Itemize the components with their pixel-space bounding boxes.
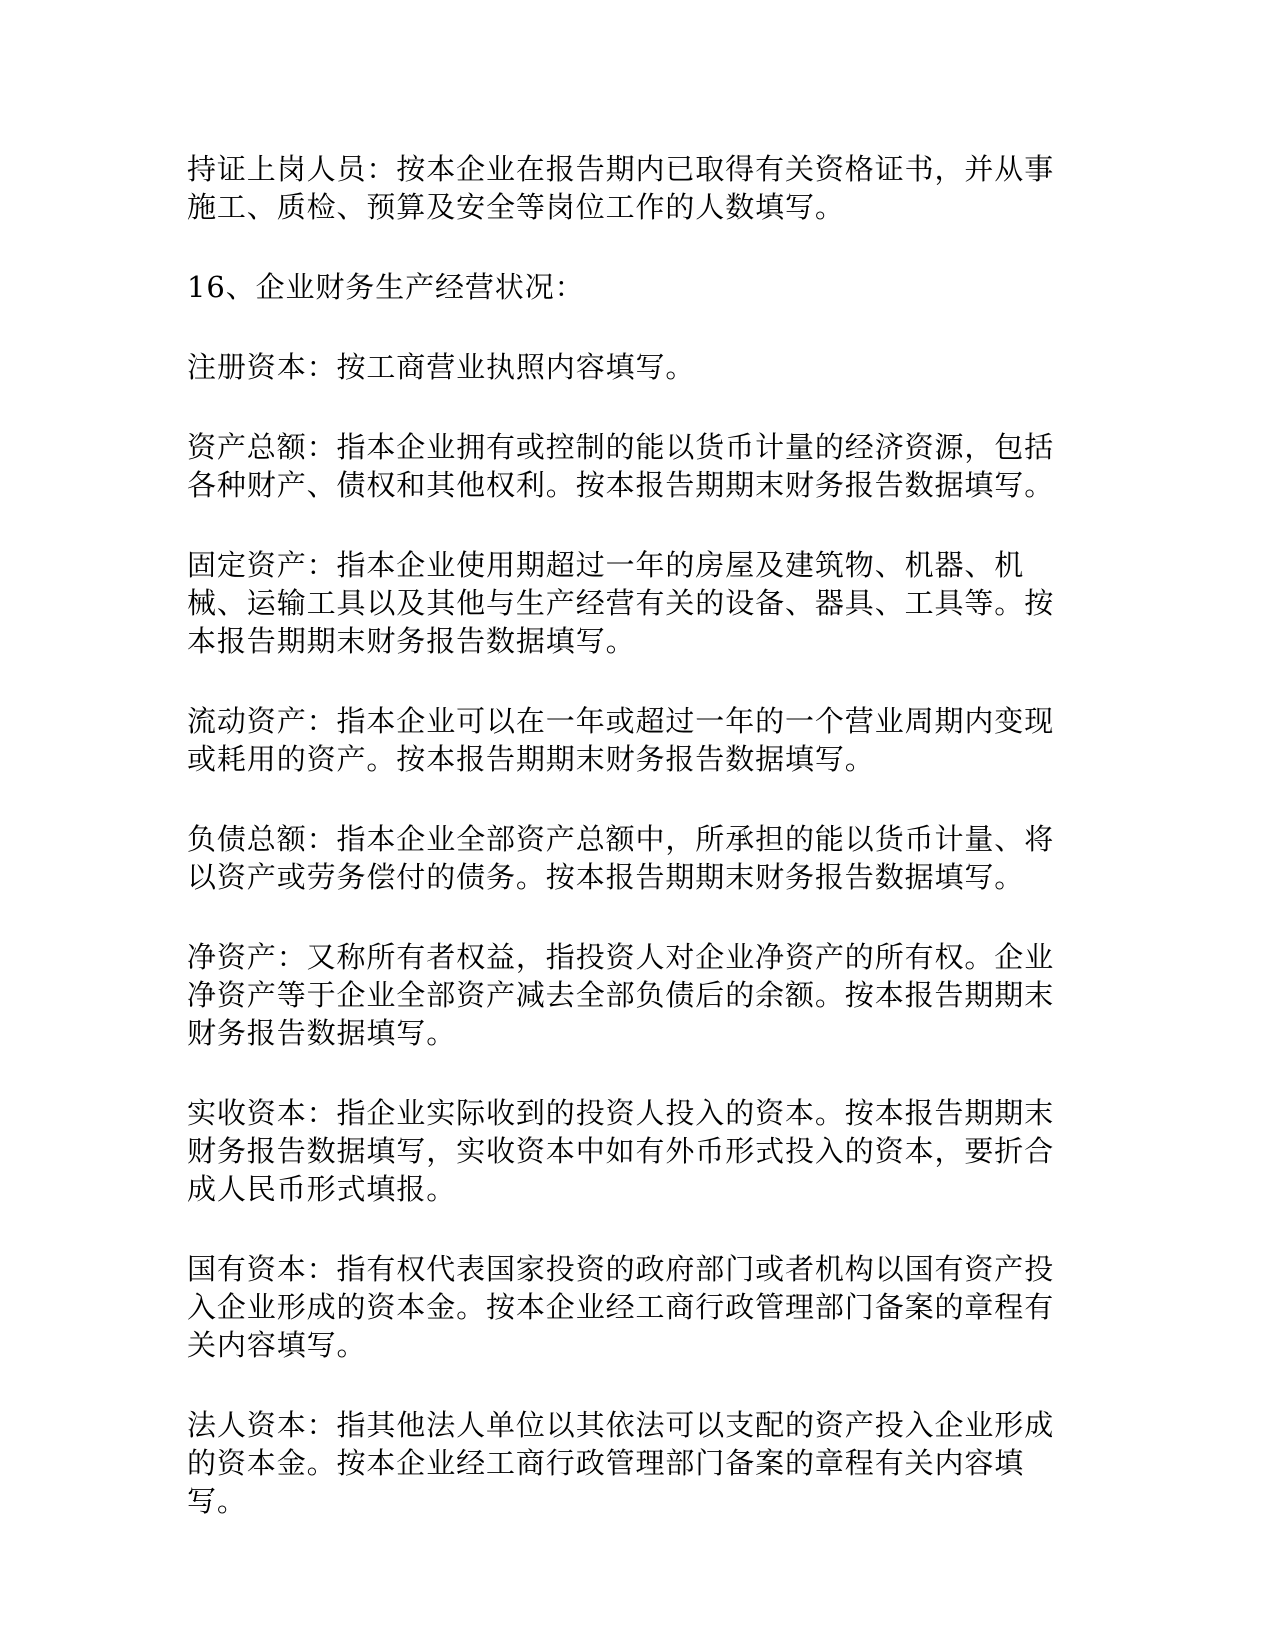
paragraph-state-capital: 国有资本：指有权代表国家投资的政府部门或者机构以国有资产投入企业形成的资本金。按本企业经工商行政管理部门备案的章程有关内容填写。 xyxy=(187,1252,1055,1362)
paragraph-paid-in-capital: 实收资本：指企业实际收到的投资人投入的资本。按本报告期期末财务报告数据填写，实收资本中如有外币形式投入的资本，要折合成人民币形式填报。 xyxy=(187,1096,1055,1206)
paragraph-legal-person-capital: 法人资本：指其他法人单位以其依法可以支配的资产投入企业形成的资本金。按本企业经工商行政管理部门备案的章程有关内容填写。 xyxy=(187,1408,1055,1518)
paragraph-section-16-heading: 16、企业财务生产经营状况： xyxy=(187,270,585,304)
paragraph-net-assets: 净资产：又称所有者权益，指投资人对企业净资产的所有权。企业净资产等于企业全部资产减去全部负债后的余额。按本报告期期末财务报告数据填写。 xyxy=(187,940,1055,1050)
paragraph-current-assets: 流动资产：指本企业可以在一年或超过一年的一个营业周期内变现或耗用的资产。按本报告期期末财务报告数据填写。 xyxy=(187,704,1055,776)
document-body xyxy=(187,150,1067,1562)
paragraph-fixed-assets: 固定资产：指本企业使用期超过一年的房屋及建筑物、机器、机械、运输工具以及其他与生产经营有关的设备、器具、工具等。按本报告期期末财务报告数据填写。 xyxy=(187,548,1055,658)
paragraph-registered-capital: 注册资本：按工商营业执照内容填写。 xyxy=(187,350,696,384)
paragraph-total-assets: 资产总额：指本企业拥有或控制的能以货币计量的经济资源，包括各种财产、债权和其他权利。按本报告期期末财务报告数据填写。 xyxy=(187,430,1055,502)
paragraph-total-liabilities: 负债总额：指本企业全部资产总额中，所承担的能以货币计量、将以资产或劳务偿付的债务。按本报告期期末财务报告数据填写。 xyxy=(187,822,1055,894)
paragraph-certified-staff: 持证上岗人员：按本企业在报告期内已取得有关资格证书，并从事施工、质检、预算及安全等岗位工作的人数填写。 xyxy=(187,152,1055,224)
